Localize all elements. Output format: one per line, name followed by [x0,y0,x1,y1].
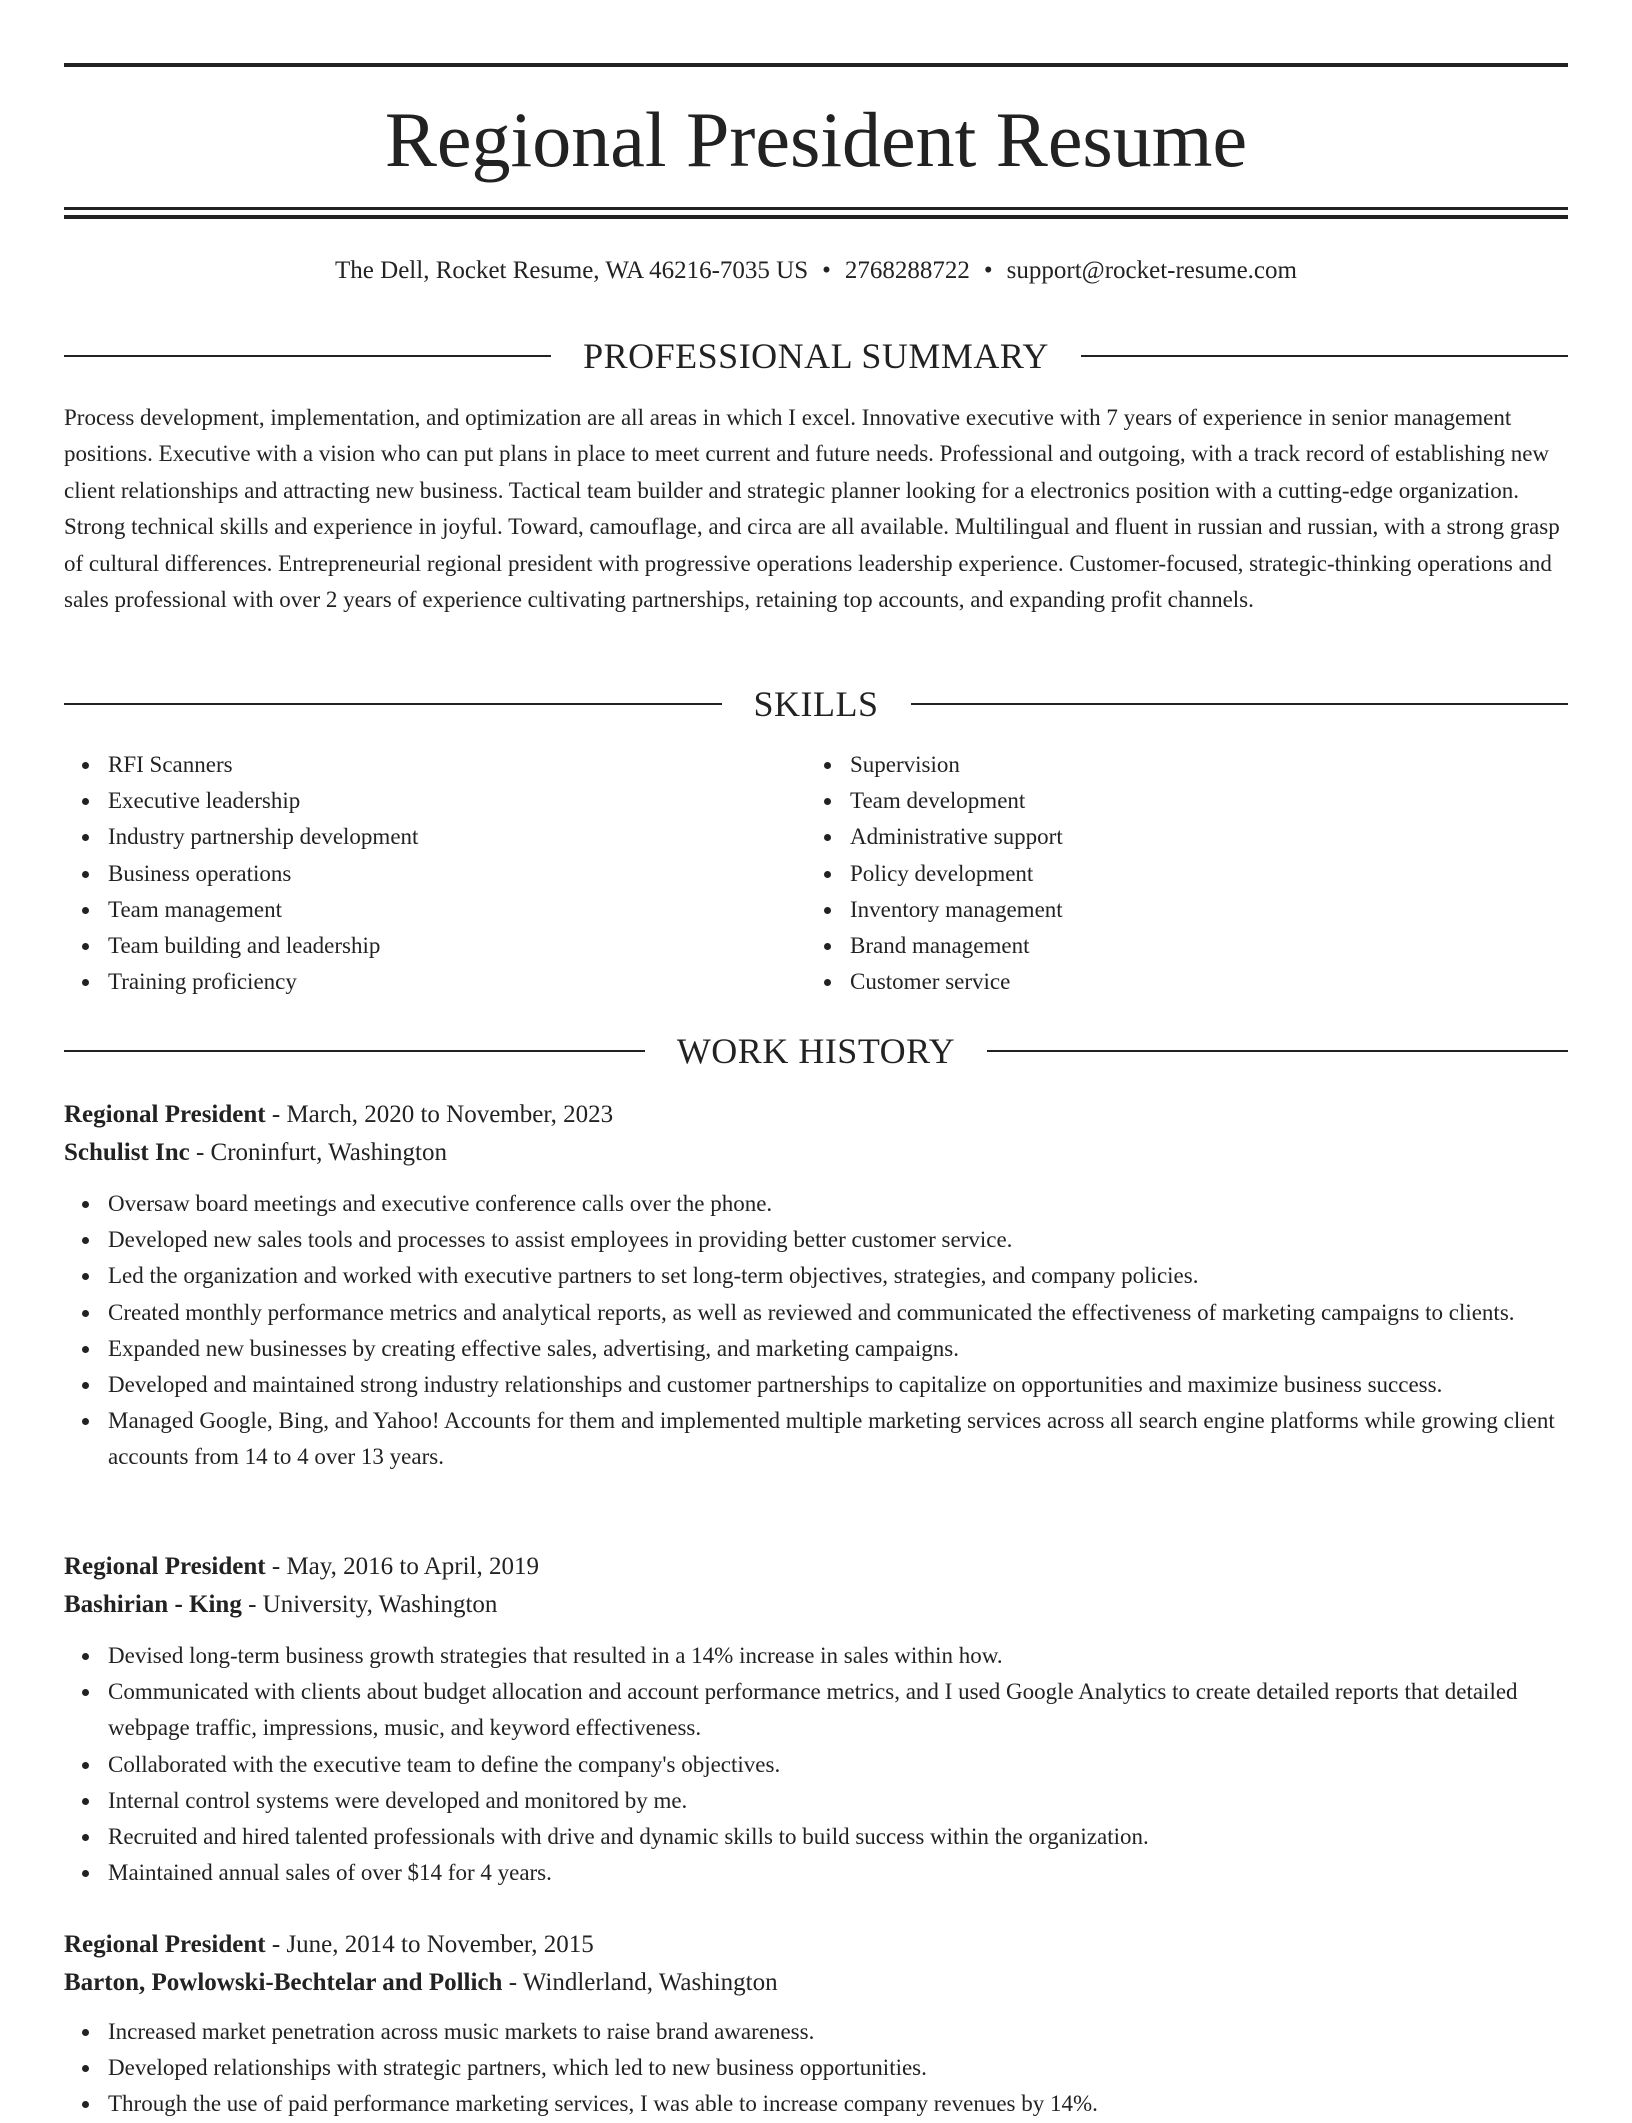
job-company-line [64,1586,1568,1624]
heading-rule-right [911,703,1569,705]
job-company: Schulist Inc [64,1139,190,1166]
job-duty: Led the organization and worked with executive partners to set long-term objectives, strategies, and company policies. [64,1258,1568,1294]
top-rule [64,63,1568,67]
job-title-line [64,1548,1568,1586]
job-entry [64,1926,1568,2123]
job-duty: Developed relationships with strategic partners, which led to new business opportunities. [64,2050,1568,2086]
contact-email: support@rocket-resume.com [1006,257,1297,284]
skill-item: Customer service [806,964,1568,1000]
skill-item: Team development [806,783,1568,819]
job-dates: - March, 2020 to November, 2023 [265,1101,614,1128]
skill-item: Administrative support [806,819,1568,855]
job-entry [64,1548,1568,1891]
skill-item: Policy development [806,856,1568,892]
skill-item: Inventory management [806,892,1568,928]
job-duties [64,1186,1568,1476]
work-heading-label: WORK HISTORY [676,1031,956,1071]
heading-rule-left [64,355,551,357]
contact-phone: 2768288722 [844,257,970,284]
heading-rule-right [987,1050,1568,1052]
job-duty: Expanded new businesses by creating effective sales, advertising, and marketing campaigns. [64,1331,1568,1367]
heading-rule-left [64,1050,645,1052]
job-duty: Recruited and hired talented professionals with drive and dynamic skills to build success within the organization. [64,1819,1568,1855]
job-duty: Devised long-term business growth strategies that resulted in a 14% increase in sales within how. [64,1638,1568,1674]
job-duty: Communicated with clients about budget allocation and account performance metrics, and I used Google Analytics to create detailed reports that detailed webpage traffic, impressions, music, and keyword effectiveness. [64,1674,1568,1746]
title-rule-upper [64,207,1568,210]
skill-item: Training proficiency [64,964,804,1000]
summary-text: Process development, implementation, and optimization are all areas in which I excel. Innovative executive with 7 years of experience in senior management positions. Executive with a vision who can put plans in place to meet current and future needs. Professional and outgoing, with a track record of establishing new client relationships and attracting new business. Tactical team builder and strategic planner looking for a electronics position with a cutting-edge organization. Strong technical skills and experience in joyful. Toward, camouflage, and circa are all available. Multilingual and fluent in russian and russian, with a strong grasp of cultural differences. Entrepreneurial regional president with progressive operations leadership experience. Customer-focused, strategic-thinking operations and sales professional with over 2 years of experience cultivating partnerships, retaining top accounts, and expanding profit channels. [64,405,1560,613]
work-heading [64,1031,1568,1071]
heading-rule-right [1081,355,1568,357]
job-title-line [64,1926,1568,1964]
job-duty: Oversaw board meetings and executive conference calls over the phone. [64,1186,1568,1222]
summary-heading-label: PROFESSIONAL SUMMARY [583,336,1049,376]
job-duty: Created monthly performance metrics and analytical reports, as well as reviewed and communicated the effectiveness of marketing campaigns to clients. [64,1295,1568,1331]
job-duty: Internal control systems were developed and monitored by me. [64,1783,1568,1819]
job-title: Regional President [64,1553,266,1580]
job-title-line [64,1096,1568,1134]
job-duties [64,2014,1568,2123]
job-duty: Maintained annual sales of over $14 for 4 years. [64,1855,1568,1891]
job-title: Regional President [64,1101,266,1128]
contact-separator: • [983,257,993,284]
resume-title: Regional President Resume [384,96,1248,183]
contact-address: The Dell, Rocket Resume, WA 46216-7035 US [335,257,809,284]
job-dates: - June, 2014 to November, 2015 [265,1931,594,1958]
job-entry [64,1096,1568,1476]
skill-item: Team management [64,892,804,928]
job-company-line [64,1964,1568,2002]
job-duty: Developed new sales tools and processes to assist employees in providing better customer service. [64,1222,1568,1258]
skill-item: Executive leadership [64,783,804,819]
skill-item: Supervision [806,747,1568,783]
skill-item: RFI Scanners [64,747,804,783]
title-rule-lower [64,215,1568,219]
job-location: - University, Washington [241,1591,498,1618]
job-title: Regional President [64,1931,266,1958]
job-company-line [64,1134,1568,1172]
job-duty: Collaborated with the executive team to define the company's objectives. [64,1747,1568,1783]
skill-item: Business operations [64,856,804,892]
job-duty: Through the use of paid performance marketing services, I was able to increase company revenues by 14%. [64,2086,1568,2122]
job-duties [64,1638,1568,1891]
skills-list-right [806,747,1568,1000]
job-company: Bashirian - King [64,1591,242,1618]
skill-item: Brand management [806,928,1568,964]
job-location: - Windlerland, Washington [502,1969,778,1996]
skill-item: Team building and leadership [64,928,804,964]
job-duty: Developed and maintained strong industry relationships and customer partnerships to capitalize on opportunities and maximize business success. [64,1367,1568,1403]
skills-heading [64,684,1568,724]
job-dates: - May, 2016 to April, 2019 [265,1553,539,1580]
job-duty: Increased market penetration across music markets to raise brand awareness. [64,2014,1568,2050]
summary-heading [64,336,1568,376]
job-duty: Managed Google, Bing, and Yahoo! Accounts for them and implemented multiple marketing services across all search engine platforms while growing client accounts from 14 to 4 over 13 years. [64,1403,1568,1475]
skill-item: Industry partnership development [64,819,804,855]
job-location: - Croninfurt, Washington [189,1139,447,1166]
skills-heading-label: SKILLS [753,684,879,724]
contact-separator: • [822,257,831,284]
contact-line [64,256,1568,286]
job-company: Barton, Powlowski-Bechtelar and Pollich [64,1969,503,1996]
heading-rule-left [64,703,722,705]
skills-list-left [64,747,804,1000]
